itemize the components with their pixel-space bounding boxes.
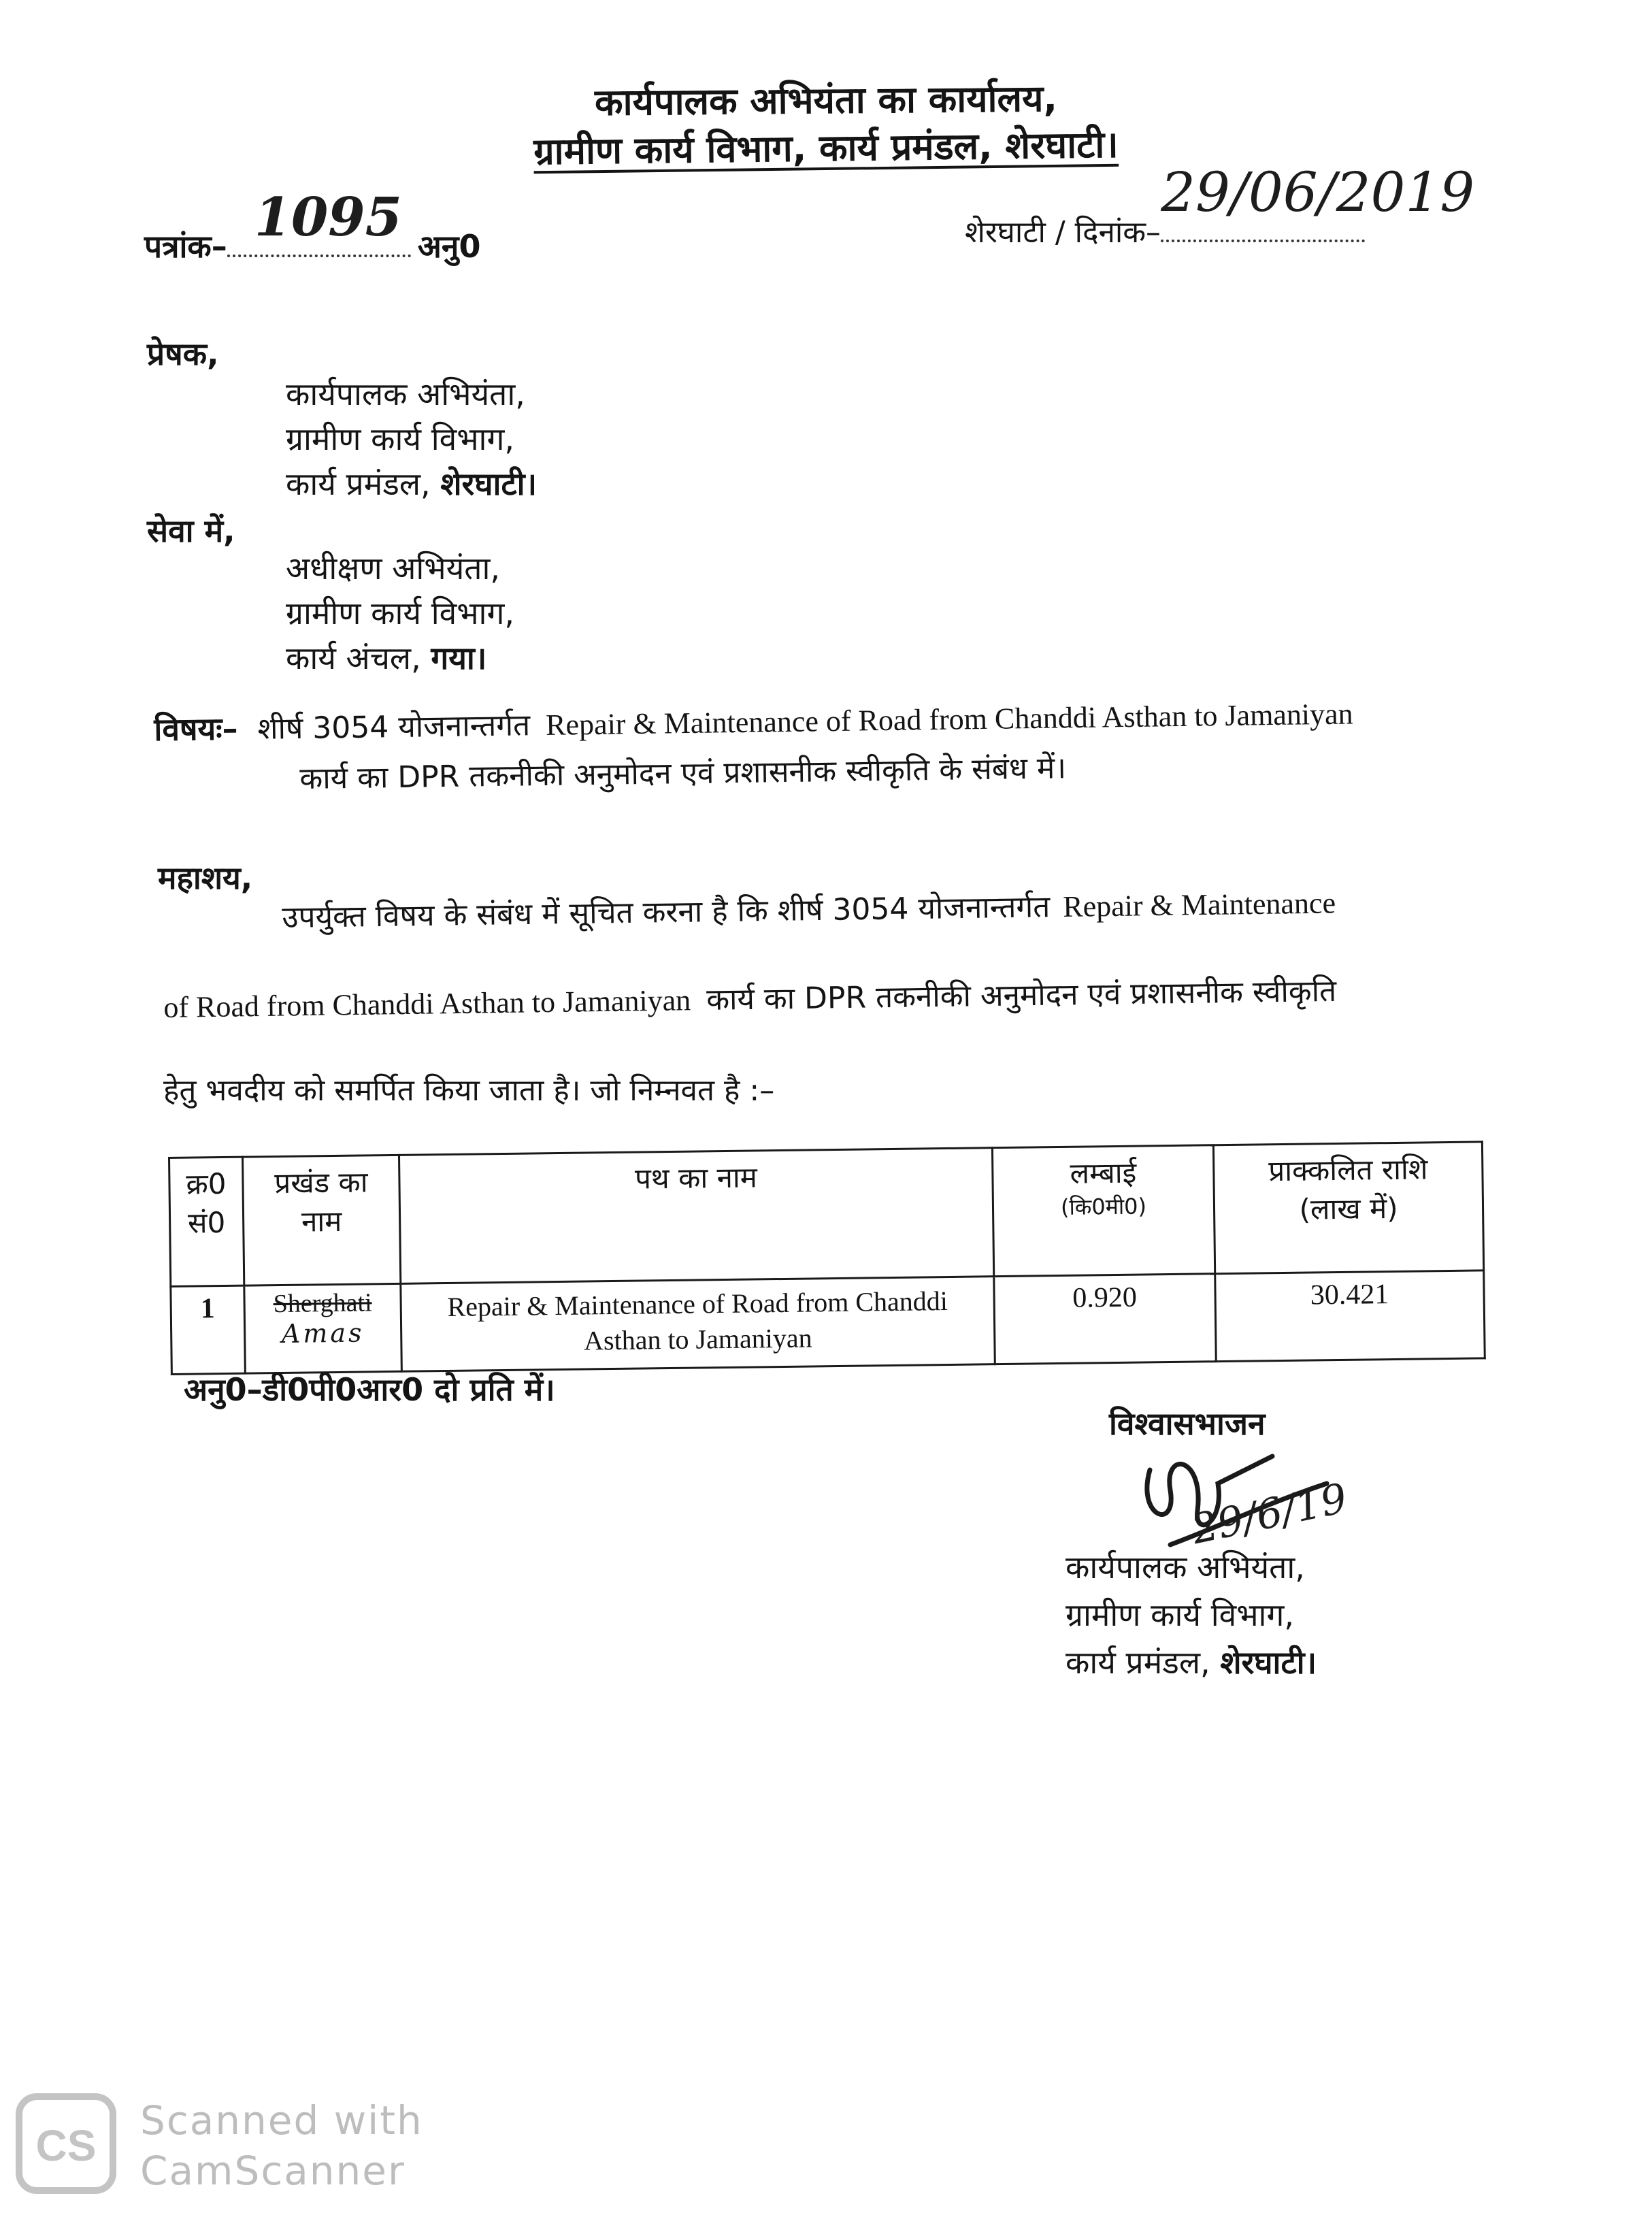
recipient-line-3: कार्य अंचल, गया। [286, 640, 487, 676]
enclosure-note: अनु0–डी0पी0आर0 दो प्रति में। [184, 1371, 555, 1408]
recipient-line-2: ग्रामीण कार्य विभाग, [286, 595, 514, 632]
table-header-row [169, 1142, 1484, 1287]
roads-table [168, 1141, 1486, 1375]
sender-line-1: कार्यपालक अभियंता, [286, 376, 525, 412]
subject-line-1-hindi: शीर्ष 3054 योजनान्तर्गत [257, 708, 531, 747]
paragraph-line-2: of Road from Chanddi Asthan to Jamaniyan कार्य का DPR तकनीकी अनुमोदन एवं प्रशासनीक स्वीकृति [163, 973, 1337, 1024]
subject-line-1-english: Repair & Maintenance of Road from Chanddi Asthan to Jamaniyan [545, 697, 1353, 742]
recipient-address [286, 546, 514, 681]
block-name-handwritten: Amas [281, 1317, 365, 1349]
salutation: महाशय, [158, 859, 253, 896]
cell-block-name [244, 1283, 402, 1373]
office-department: ग्रामीण कार्य विभाग, कार्य प्रमंडल, शेरघाटी। [533, 122, 1119, 174]
block-name-struck: Sherghati [273, 1288, 372, 1319]
signature-date: 29/6/19 [1187, 1474, 1352, 1554]
watermark-line-1: Scanned with [140, 2097, 423, 2144]
subject-line-2: कार्य का DPR तकनीकी अनुमोदन एवं प्रशासनीक स्वीकृति के संबंध में। [299, 751, 1067, 796]
date-label: शेरघाटी / दिनांक– [965, 215, 1161, 250]
sender-line-3: कार्य प्रमंडल, शेरघाटी। [286, 465, 538, 502]
closing-line-1: कार्यपालक अभियंता, [1065, 1549, 1305, 1586]
camscanner-logo-text: CS [35, 2121, 97, 2170]
header-estimated-cost: प्राक्कलित राशि (लाख में) [1213, 1142, 1483, 1274]
letter-number-label: पत्रांक– [144, 228, 227, 265]
recipient-label: सेवा में, [147, 512, 235, 549]
header-block-name: प्रखंड का नाम [243, 1155, 401, 1285]
header-serial-no: क्र0 सं0 [169, 1157, 244, 1286]
header-road-name: पथ का नाम [399, 1148, 993, 1284]
sender-line-2: ग्रामीण कार्य विभाग, [286, 421, 514, 457]
closing-line-3: कार्य प्रमंडल, शेरघाटी। [1065, 1644, 1317, 1681]
cell-length: 0.920 [994, 1274, 1217, 1364]
camscanner-logo [15, 2093, 117, 2195]
subject-label: विषयः– [154, 710, 238, 748]
cell-road-name: Repair & Maintenance of Road from Chanddi Asthan to Jamaniyan [401, 1277, 995, 1372]
subject [154, 691, 1353, 750]
letter-number [144, 186, 481, 267]
sender-address [286, 372, 537, 506]
recipient-line-1: अधीक्षण अभियंता, [286, 550, 501, 587]
office-title: कार्यपालक अभियंता का कार्यालय, [594, 77, 1058, 124]
cell-estimated-cost: 30.421 [1215, 1271, 1485, 1362]
date-value: 29/06/2019 [1161, 161, 1475, 224]
letter-number-suffix: अनु0 [417, 228, 481, 265]
closing-address [1065, 1543, 1317, 1686]
cell-serial-no: 1 [171, 1285, 246, 1374]
header-length: लम्बाई (कि0मी0) [992, 1145, 1215, 1277]
table-row [171, 1271, 1485, 1375]
sender-label: प्रेषक, [147, 335, 219, 372]
letter-date [965, 161, 1475, 251]
letter-number-value: 1095 [254, 186, 402, 248]
paragraph-line-1: उपर्युक्त विषय के संबंध में सूचित करना है कि शीर्ष 3054 योजनान्तर्गत Repair & Maintenance [282, 886, 1336, 935]
watermark-line-2: CamScanner [140, 2148, 406, 2194]
paragraph-line-3: हेतु भवदीय को समर्पित किया जाता है। जो निम्नवत है :– [163, 1073, 775, 1108]
closing-yours: विश्वासभाजन [1109, 1405, 1266, 1442]
closing-line-2: ग्रामीण कार्य विभाग, [1065, 1596, 1294, 1633]
